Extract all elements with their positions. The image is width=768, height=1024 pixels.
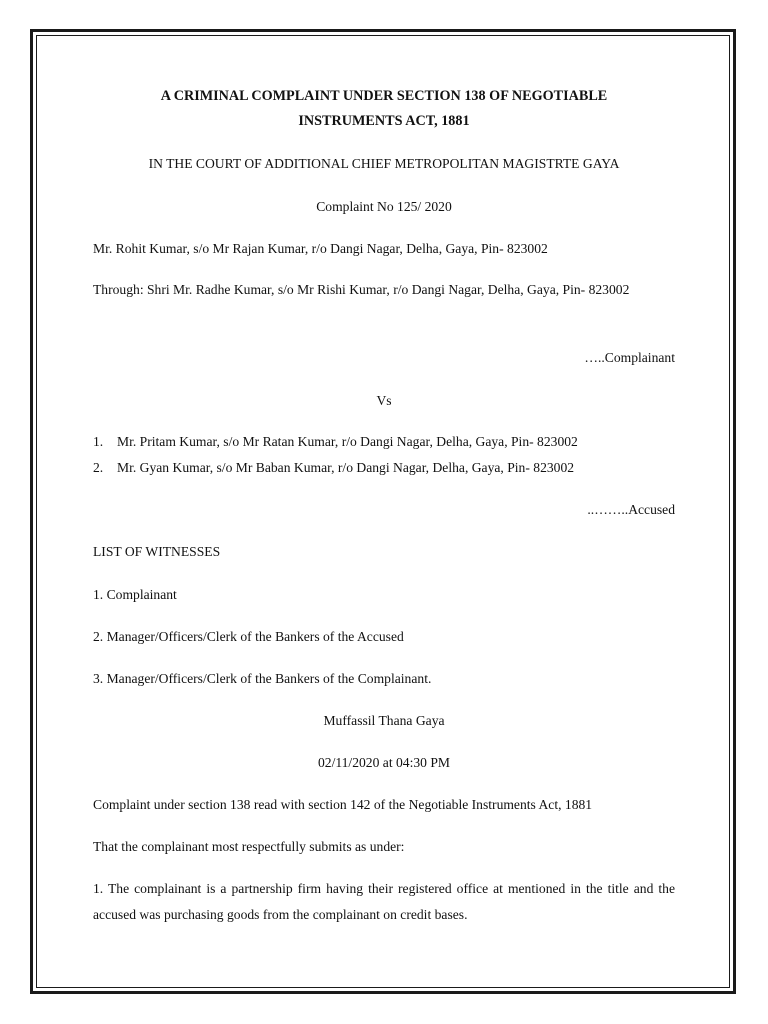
witness-heading: LIST OF WITNESSES xyxy=(93,544,221,559)
accused-number: 1. xyxy=(93,434,104,449)
accused-item xyxy=(93,461,574,475)
date-time: 02/11/2020 at 04:30 PM xyxy=(317,755,451,770)
accused-text: Mr. Gyan Kumar, s/o Mr Baban Kumar, r/o Dangi Nagar, Delha, Gaya, Pin- 823002 xyxy=(117,460,575,475)
complaint-number: Complaint No 125/ 2020 xyxy=(316,199,452,214)
witness-item: 3. Manager/Officers/Clerk of the Bankers of the Complainant. xyxy=(93,671,432,686)
accused-number: 2. xyxy=(93,460,104,475)
versus-label: Vs xyxy=(376,393,392,408)
thana-name: Muffassil Thana Gaya xyxy=(323,713,445,728)
through-details: Through: Shri Mr. Radhe Kumar, s/o Mr Rishi Kumar, r/o Dangi Nagar, Delha, Gaya, Pin- 823002 xyxy=(93,282,630,297)
accused-text: Mr. Pritam Kumar, s/o Mr Ratan Kumar, r/o Dangi Nagar, Delha, Gaya, Pin- 823002 xyxy=(117,434,578,449)
witness-item: 2. Manager/Officers/Clerk of the Bankers of the Accused xyxy=(93,629,404,644)
document-title-line-1: A CRIMINAL COMPLAINT UNDER SECTION 138 OF NEGOTIABLE xyxy=(160,88,608,104)
document-title-line-2: INSTRUMENTS ACT, 1881 xyxy=(298,113,470,129)
complainant-tag: …..Complainant xyxy=(584,350,675,365)
accused-tag: ..……..Accused xyxy=(587,502,675,517)
complainant-details: Mr. Rohit Kumar, s/o Mr Rajan Kumar, r/o Dangi Nagar, Delha, Gaya, Pin- 823002 xyxy=(93,241,548,256)
witness-item: 1. Complainant xyxy=(93,587,177,602)
court-name: IN THE COURT OF ADDITIONAL CHIEF METROPOLITAN MAGISTRTE GAYA xyxy=(148,156,620,171)
accused-item xyxy=(93,435,578,449)
paragraph-1: 1. The complainant is a partnership firm having their registered office at mentioned in the title and the accused was purchasing goods from the complainant on credit bases. xyxy=(93,881,675,922)
intro-statement: That the complainant most respectfully submits as under: xyxy=(93,839,405,854)
complaint-subject: Complaint under section 138 read with section 142 of the Negotiable Instruments Act, 1881 xyxy=(93,797,593,812)
